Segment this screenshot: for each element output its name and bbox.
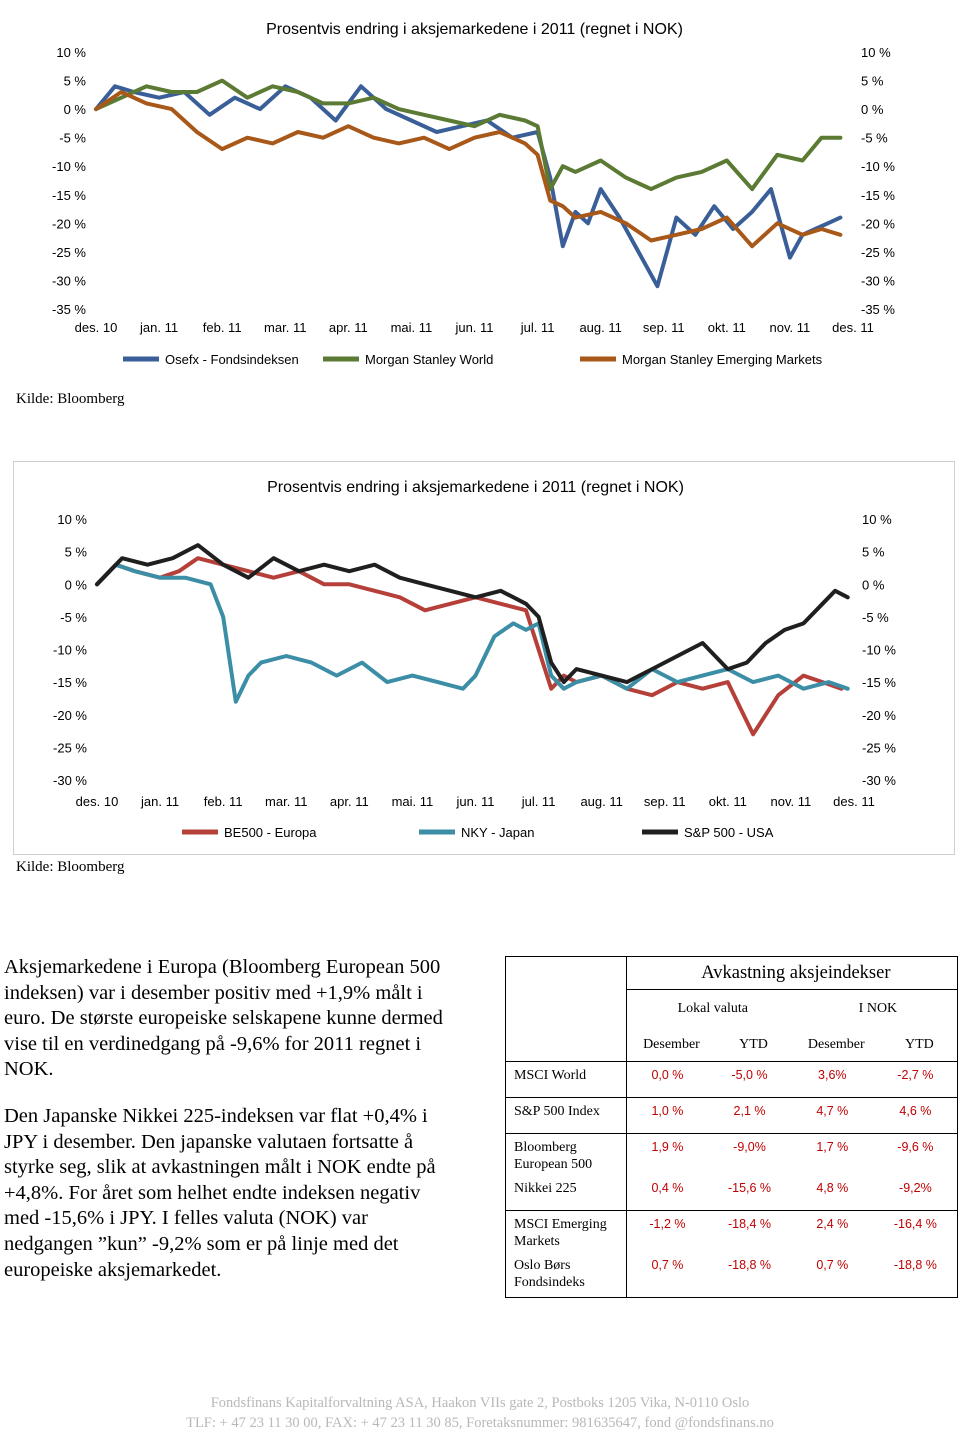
- chart1-ytick-right: -30 %: [861, 273, 895, 289]
- chart1-ytick-left: -30 %: [52, 273, 86, 289]
- chart1-xtick: des. 11: [832, 320, 874, 335]
- chart2-ytick-right: 10 %: [862, 512, 892, 527]
- table-row: [506, 1175, 958, 1211]
- table-title: Avkastning aksjeindekser: [626, 957, 957, 990]
- table-col-dec-local: Desember: [643, 1036, 700, 1052]
- returns-table: [505, 956, 958, 1298]
- chart1-ytick-left: -5 %: [59, 130, 86, 146]
- table-cell: -15,6 %: [727, 1181, 772, 1195]
- chart1-ytick-left: 10 %: [56, 45, 86, 60]
- table-group-nok: I NOK: [791, 990, 958, 1029]
- chart2-xtick: aug. 11: [580, 794, 623, 809]
- chart1-legend-label: Morgan Stanley Emerging Markets: [622, 352, 823, 367]
- chart2-series-line: [97, 565, 848, 702]
- table-cell: 2,1 %: [708, 1098, 791, 1134]
- table-cell: 3,6%: [791, 1062, 874, 1098]
- footer-address: Fondsfinans Kapitalforvaltning ASA, Haakon VIIs gate 2, Postboks 1205 Vika, N-0110 Oslo: [210, 1395, 750, 1411]
- table-cell: -18,4 %: [708, 1211, 791, 1253]
- chart1-legend-label: Morgan Stanley World: [365, 352, 494, 367]
- chart2-ytick-right: -30 %: [862, 773, 896, 788]
- chart1-xtick: aug. 11: [579, 320, 622, 335]
- table-cell: 4,8 %: [816, 1181, 849, 1195]
- chart1-xtick: nov. 11: [769, 320, 811, 335]
- chart1-xtick: jun. 11: [455, 320, 494, 335]
- table-cell: -18,8 %: [708, 1252, 791, 1298]
- table-cell: 4,6 %: [874, 1098, 958, 1134]
- table-col-ytd-local: YTD: [739, 1036, 768, 1052]
- chart2-xtick: apr. 11: [329, 794, 369, 809]
- table-cell: 0,7 %: [791, 1252, 874, 1298]
- chart2-xtick: des. 10: [75, 794, 119, 809]
- chart2-ytick-right: -25 %: [862, 740, 896, 756]
- table-cell: -1,2 %: [626, 1211, 708, 1253]
- chart2-ytick-right: -20 %: [862, 707, 896, 723]
- chart1-svg: [13, 0, 953, 380]
- chart1-series-line: [96, 86, 840, 286]
- table-cell: 0,0 %: [626, 1062, 708, 1098]
- chart1-ytick-left: 5 %: [63, 73, 86, 89]
- chart2-xtick: mar. 11: [265, 794, 308, 809]
- chart-world-indices: [13, 0, 953, 380]
- japan-commentary: [4, 1104, 444, 1283]
- chart2-xtick: feb. 11: [203, 794, 243, 809]
- chart1-xtick: jan. 11: [140, 320, 179, 335]
- table-row: [506, 1252, 958, 1298]
- chart2-ytick-left: -10 %: [53, 642, 87, 658]
- chart2-ytick-right: 0 %: [862, 577, 885, 593]
- chart2-ytick-left: -20 %: [53, 707, 87, 723]
- table-row-name: MSCI Emerging Markets: [506, 1211, 627, 1253]
- table-cell: 0,7 %: [626, 1252, 708, 1298]
- table-cell: -9,6 %: [874, 1134, 958, 1176]
- chart2-title: Prosentvis endring i aksjemarkedene i 2011 (regnet i NOK): [267, 479, 684, 496]
- chart1-xtick: sep. 11: [642, 320, 685, 335]
- chart1-ytick-right: 10 %: [861, 45, 891, 60]
- chart1-xtick: feb. 11: [202, 320, 242, 335]
- table-row-name: MSCI World: [506, 1062, 627, 1098]
- chart1-xtick: mai. 11: [390, 320, 433, 335]
- table-cell: 2,4 %: [791, 1211, 874, 1253]
- japan-paragraph: Den Japanske Nikkei 225-indeksen var flat +0,4% i JPY i desember. Den japanske valutaen fortsatte å styrke seg, slik at avkastningen målt i NOK endte på +4,8%. For året som helhet endte indeksen negativ med -15,6% i JPY. I felles valuta (NOK) var nedgangen ”kun” -9,2% som er på linje med det europeiske aksjemarkedet.: [4, 1105, 436, 1281]
- chart1-ytick-left: -35 %: [52, 302, 86, 317]
- chart1-xtick: okt. 11: [707, 320, 746, 335]
- chart1-ytick-right: 0 %: [861, 102, 884, 118]
- chart1-ytick-right: 5 %: [861, 73, 884, 89]
- table-group-local: Lokal valuta: [677, 1001, 748, 1016]
- chart1-legend-label: Osefx - Fondsindeksen: [165, 352, 299, 367]
- table-cell: -9,0%: [708, 1134, 791, 1176]
- footer-contact: TLF: + 47 23 11 30 00, FAX: + 47 23 11 30 85, Foretaksnummer: 981635647, fond @fondsfinans.no: [186, 1415, 774, 1431]
- chart2-xtick: sep. 11: [643, 794, 686, 809]
- chart1-xtick: mar. 11: [264, 320, 307, 335]
- chart2-source: Kilde: Bloomberg: [16, 859, 125, 875]
- table-cell: 1,0 %: [626, 1098, 708, 1134]
- table-cell: -2,7 %: [874, 1062, 958, 1098]
- chart2-xtick: jul. 11: [521, 794, 556, 809]
- chart2-xtick: jan. 11: [141, 794, 180, 809]
- chart2-series-line: [97, 545, 848, 682]
- chart1-ytick-right: -15 %: [861, 187, 895, 203]
- chart1-xtick: apr. 11: [328, 320, 368, 335]
- chart2-xtick: okt. 11: [708, 794, 747, 809]
- chart1-ytick-left: -20 %: [52, 216, 86, 232]
- table-row-name: Oslo Børs Fondsindeks: [506, 1252, 627, 1298]
- chart2-svg: [14, 462, 954, 854]
- table-row: [506, 1098, 958, 1134]
- chart2-ytick-right: -15 %: [862, 675, 896, 691]
- chart1-ytick-left: -15 %: [52, 187, 86, 203]
- table-col-dec-nok: Desember: [807, 1036, 865, 1052]
- chart1-xtick: des. 10: [74, 320, 118, 335]
- chart2-legend-label: NKY - Japan: [461, 825, 535, 840]
- chart1-ytick-right: -20 %: [861, 216, 895, 232]
- table-cell: 0,4 %: [651, 1181, 684, 1195]
- table-cell: 1,7 %: [791, 1134, 874, 1176]
- chart2-ytick-right: -5 %: [862, 609, 889, 625]
- chart2-xtick: mai. 11: [391, 794, 434, 809]
- chart1-ytick-right: -5 %: [861, 130, 888, 146]
- table-cell: 1,9 %: [626, 1134, 708, 1176]
- chart2-ytick-left: 0 %: [64, 577, 87, 593]
- table-cell: 4,7 %: [791, 1098, 874, 1134]
- chart1-ytick-right: -10 %: [861, 159, 895, 175]
- chart1-ytick-left: 0 %: [63, 102, 86, 118]
- chart1-ytick-right: -35 %: [861, 302, 895, 317]
- chart1-ytick-left: -25 %: [52, 244, 86, 260]
- chart1-source: Kilde: Bloomberg: [16, 391, 125, 407]
- chart2-ytick-left: -5 %: [60, 609, 87, 625]
- chart2-ytick-left: -30 %: [53, 773, 87, 788]
- chart2-xtick: des. 11: [833, 794, 875, 809]
- table-row-name: Bloomberg European 500: [506, 1134, 627, 1176]
- chart2-ytick-left: 10 %: [57, 512, 87, 527]
- chart1-ytick-right: -25 %: [861, 244, 895, 260]
- chart2-legend-label: BE500 - Europa: [224, 825, 317, 840]
- table-row-name: Nikkei 225: [506, 1175, 627, 1211]
- chart1-title: Prosentvis endring i aksjemarkedene i 2011 (regnet i NOK): [266, 21, 683, 38]
- table-row: [506, 1062, 958, 1098]
- table-cell: -9,2%: [874, 1175, 958, 1211]
- table-col-ytd-nok: YTD: [874, 1028, 958, 1062]
- chart2-ytick-left: -25 %: [53, 740, 87, 756]
- chart2-xtick: nov. 11: [770, 794, 812, 809]
- europe-paragraph: Aksjemarkedene i Europa (Bloomberg European 500 indeksen) var i desember positiv med +1,9% målt i euro. De største europeiske selskapene kunne dermed vise til en verdinedgang på -9,6% for 2011 regnet i NOK.: [4, 956, 443, 1081]
- table-cell: -5,0 %: [708, 1062, 791, 1098]
- chart2-ytick-right: 5 %: [862, 544, 885, 560]
- chart1-series-line: [96, 81, 840, 190]
- chart2-xtick: jun. 11: [456, 794, 495, 809]
- chart-regional-indices: [13, 461, 955, 855]
- chart1-ytick-left: -10 %: [52, 159, 86, 175]
- table-row: [506, 1134, 958, 1176]
- table-cell: -16,4 %: [874, 1211, 958, 1253]
- table-cell: -18,8 %: [874, 1252, 958, 1298]
- table-row-name: S&P 500 Index: [506, 1098, 627, 1134]
- chart2-legend-label: S&P 500 - USA: [684, 825, 774, 840]
- chart1-xtick: jul. 11: [520, 320, 555, 335]
- chart2-ytick-left: 5 %: [64, 544, 87, 560]
- chart2-ytick-right: -10 %: [862, 642, 896, 658]
- chart2-ytick-left: -15 %: [53, 675, 87, 691]
- europe-commentary: [4, 955, 444, 1083]
- table-row: [506, 1211, 958, 1253]
